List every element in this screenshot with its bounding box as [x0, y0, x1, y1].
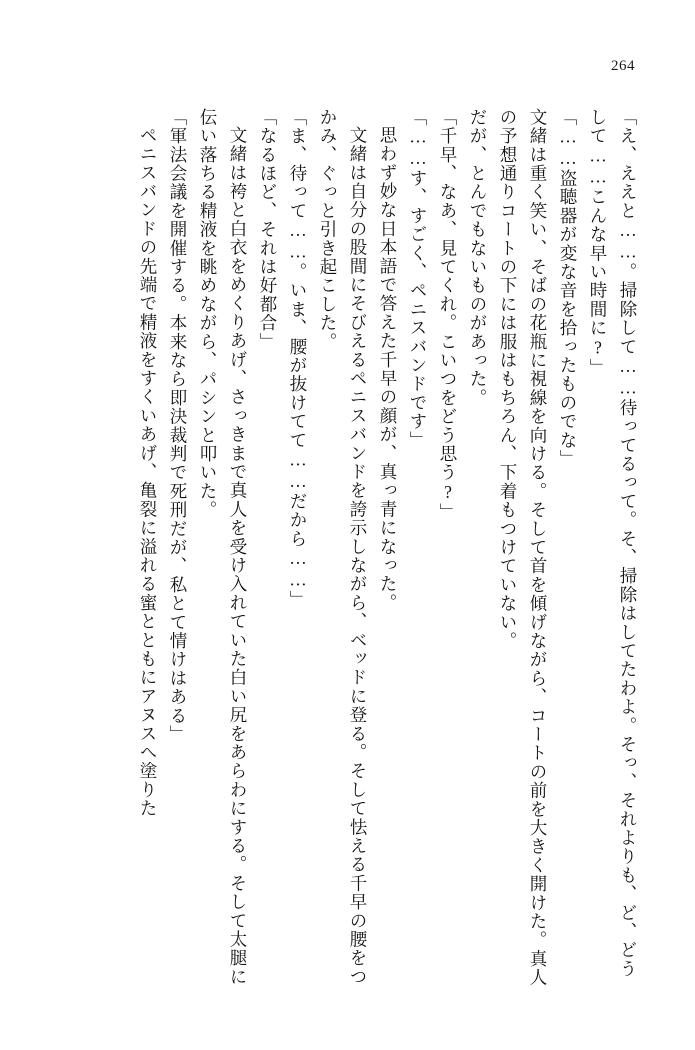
paragraph: 思わず妙な日本語で答えた千早の顔が、真っ青になった。: [378, 125, 398, 612]
body-text: [52, 108, 643, 988]
page-number: 264: [611, 58, 635, 74]
paragraph: 「……す、すごく、ペニスバンドです」: [408, 108, 428, 450]
paragraph: 「千早、なあ、見てくれ。こいつをどう思う?」: [438, 108, 458, 522]
paragraph: だが、とんでもないものがあった。: [468, 108, 488, 408]
paragraph: 「……盗聴器が変な音を拾ったものでな」: [558, 108, 578, 469]
paragraph: 文緒は自分の股間にそびえるペニスバンドを誇示しながら、ベッドに登る。そして怯える千早の腰をつかみ、ぐっと引き起こした。: [318, 108, 368, 986]
paragraph: 「なるほど、それは好都合」: [258, 108, 278, 352]
paragraph: 「軍法会議を開催する。本来なら即決裁判で死刑だが、私とて情けはある」: [168, 108, 188, 744]
paragraph: 文緒は重く笑い、そばの花瓶に視線を向ける。そして首を傾げながら、コートの前を大きく開けた。真人の予想通りコートの下には服はもちろん、下着もつけていない。: [498, 108, 548, 987]
paragraph: 文緒は袴と白衣をめくりあげ、さっきまで真人を受け入れていた白い尻をあらわにする。そして太腿に伝い落ちる精液を眺めながら、パシンと叩いた。: [198, 108, 248, 986]
paragraph: 「え、ええと……。掃除して……待ってるって。そ、掃除はしてたわよ。そっ、それよりも、ど、どうして……こんな早い時間に?」: [588, 108, 638, 979]
paragraph: 「ま、待って……。いま、腰が抜けてて……だから……」: [288, 108, 308, 610]
paragraph: ペニスバンドの先端で精液をすくいあげ、亀裂に溢れる蜜とともにアヌスへ塗りた: [138, 125, 158, 818]
